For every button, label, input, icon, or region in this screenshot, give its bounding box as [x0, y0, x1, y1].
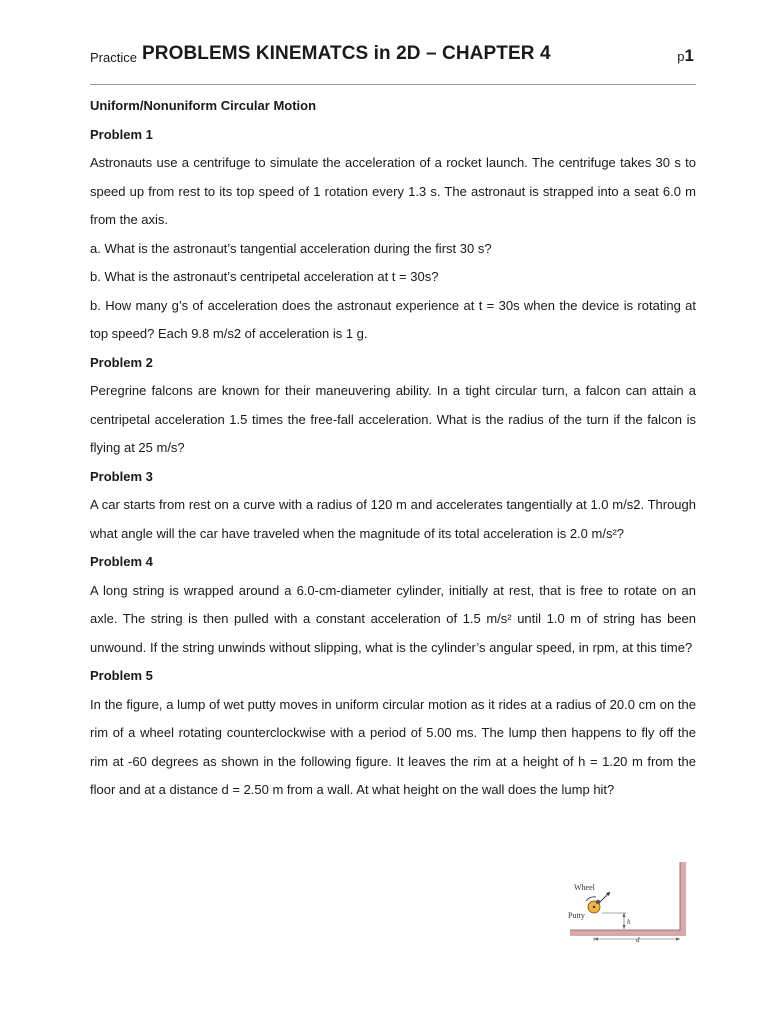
problem-3-heading: Problem 3 [90, 468, 153, 484]
wheel-label: Wheel [574, 883, 595, 892]
document-title: PROBLEMS KINEMATCS in 2D – CHAPTER 4 [142, 43, 551, 64]
putty-label: Putty [568, 911, 585, 920]
putty-wheel-figure [566, 860, 688, 942]
problem-5-heading: Problem 5 [90, 668, 153, 683]
problem-1-text: Astronauts use a centrifuge to simulate the acceleration of a rocket launch. The centrifuge takes 30 s to speed up from rest to its top speed of 1 rotation every 1.3 s. The astronaut is strapped into a seat 6.0 m from the axis. [90, 155, 696, 227]
figure-svg [566, 860, 688, 942]
page-number-prefix: p [677, 49, 685, 64]
problem-1-part-b: b. What is the astronaut’s centripetal acceleration at t = 30s? [90, 269, 439, 284]
problem-3-text: A car starts from rest on a curve with a radius of 120 m and accelerates tangentially at 1.0 m/s2. Through what angle will the car have traveled when the magnitude of its total acceleration is 2.0 m/s²? [90, 497, 696, 541]
problem-5-text: In the figure, a lump of wet putty moves in uniform circular motion as it rides at a radius of 20.0 cm on the rim of a wheel rotating counterclockwise with a period of 5.00 ms. The lump then happens to fly off the rim at -60 degrees as shown in the following figure. It leaves the rim at a height of h = 1.20 m from the floor and at a distance d = 2.50 m from a wall. At what height on the wall does the lump hit? [90, 696, 696, 797]
wall [680, 862, 686, 936]
problem-4-text: A long string is wrapped around a 6.0-cm-diameter cylinder, initially at rest, that is free to rotate on an axle. The string is then pulled with a constant acceleration of 1.5 m/s² until 1.0 m of string has been unwound. If the string unwinds without slipping, what is the cylinder’s angular speed, in rpm, at this time? [90, 582, 696, 655]
page-number-value: 1 [684, 46, 694, 65]
floor [570, 930, 686, 936]
page-header [90, 40, 696, 70]
problem-2-heading: Problem 2 [90, 354, 153, 370]
page-number [677, 46, 694, 66]
problem-1-part-a: a. What is the astronaut’s tangential acceleration during the first 30 s? [90, 240, 492, 256]
problem-2-text: Peregrine falcons are known for their maneuvering ability. In a tight circular turn, a falcon can attain a centripetal acceleration 1.5 times the free-fall acceleration. What is the radius of the turn if the falcon is flying at 25 m/s? [90, 383, 696, 455]
document-body [90, 92, 696, 805]
h-label: h [627, 918, 631, 926]
section-title: Uniform/Nonuniform Circular Motion [90, 98, 317, 113]
problem-1-heading: Problem 1 [90, 126, 153, 142]
header-prefix: Practice [90, 50, 137, 65]
problem-1-part-c: b. How many g’s of acceleration does the astronaut experience at t = 30s when the device is rotating at top speed? Each 9.8 m/s2 of acceleration is 1 g. [90, 297, 696, 341]
d-label: d [636, 936, 640, 942]
header-divider [90, 84, 696, 85]
problem-4-heading: Problem 4 [90, 554, 153, 569]
